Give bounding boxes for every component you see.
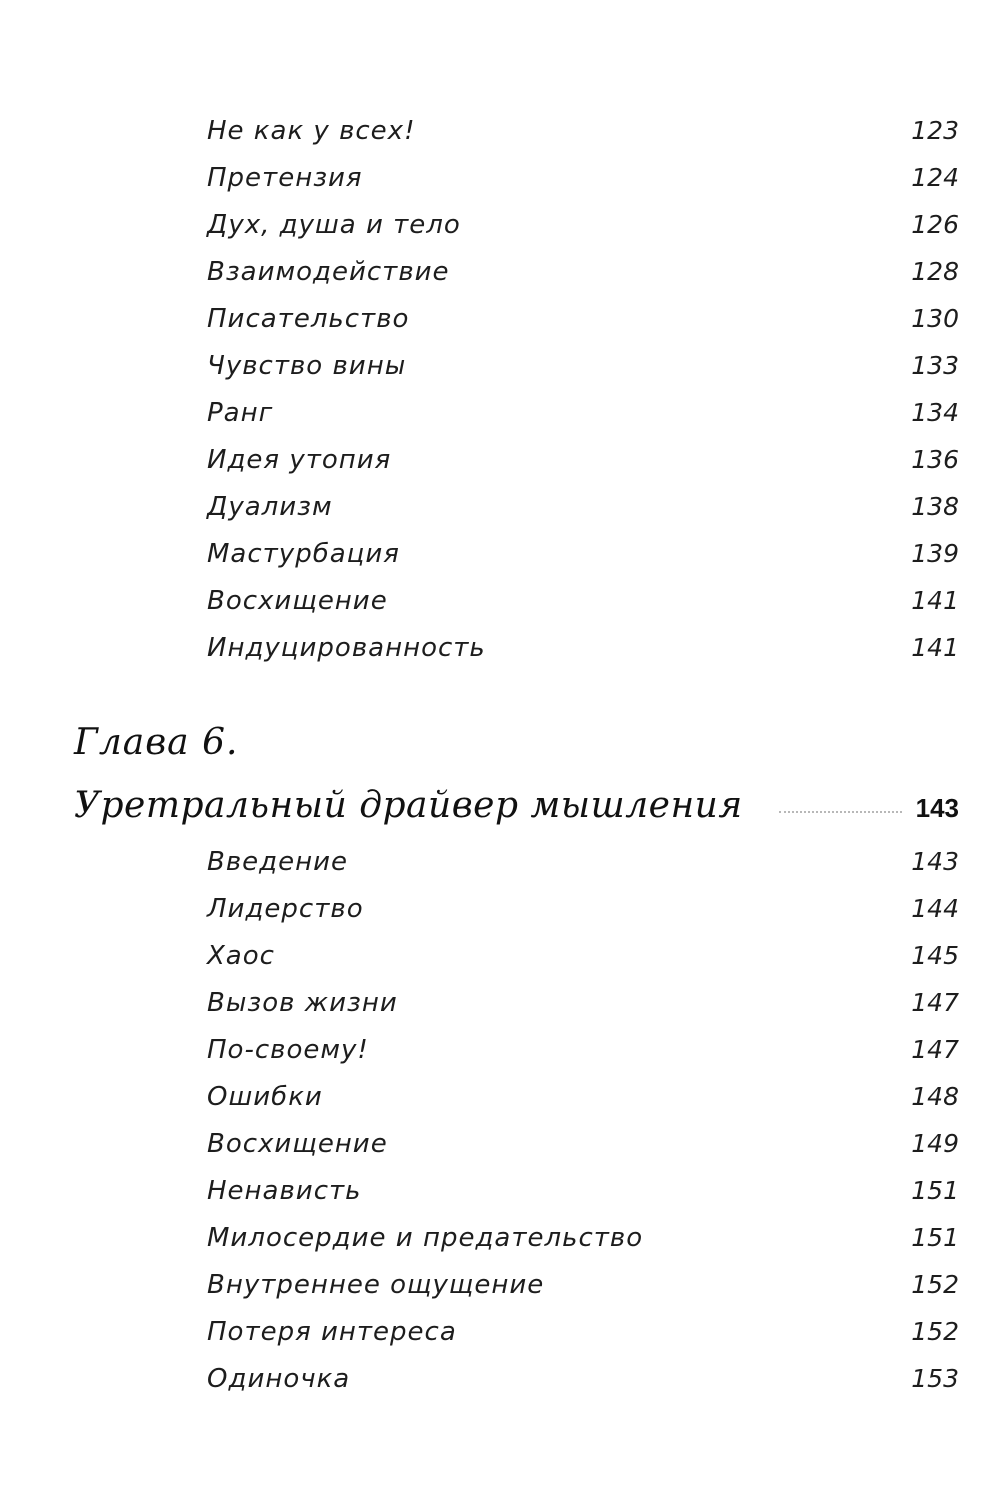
toc-entry (207, 107, 959, 154)
toc-entry-title: Вызов жизни (207, 988, 398, 1018)
toc-entry (207, 885, 959, 932)
toc-entry (207, 530, 959, 577)
toc-entry-title: Внутреннее ощущение (207, 1270, 545, 1300)
toc-entry (207, 932, 959, 979)
toc-entry-title: Одиночка (207, 1364, 351, 1394)
toc-entry-title: Ненависть (207, 1176, 362, 1206)
toc-entry (207, 577, 959, 624)
toc-entry-page: 147 (911, 988, 959, 1017)
toc-entry (207, 436, 959, 483)
toc-entry-page: 139 (911, 539, 959, 568)
toc-entry-title: Не как у всех! (207, 116, 416, 146)
toc-entry-title: Индуцированность (207, 633, 486, 663)
toc-entry-page: 144 (911, 894, 959, 923)
toc-entry (207, 1026, 959, 1073)
toc-entry (207, 483, 959, 530)
toc-entry (207, 979, 959, 1026)
toc-entry-page: 147 (911, 1035, 959, 1064)
chapter-title: Уретральный драйвер мышления (74, 785, 743, 826)
toc-entry-title: Претензия (207, 163, 363, 193)
toc-entry-title: Лидерство (207, 894, 364, 924)
toc-entry (207, 838, 959, 885)
toc-entry-title: По-своему! (207, 1035, 369, 1065)
toc-entry-page: 145 (911, 941, 959, 970)
toc-entry-title: Введение (207, 847, 349, 877)
toc-entry-page: 138 (911, 492, 959, 521)
toc-entry-page: 143 (911, 847, 959, 876)
chapter-dotted-leader (779, 811, 902, 813)
toc-entry (207, 1073, 959, 1120)
toc-entry-title: Ошибки (207, 1082, 323, 1112)
toc-entry-page: 136 (911, 445, 959, 474)
toc-entry-page: 151 (911, 1176, 959, 1205)
toc-entry (207, 201, 959, 248)
toc-entry-page: 151 (911, 1223, 959, 1252)
toc-entry-page: 148 (911, 1082, 959, 1111)
toc-entry (207, 1167, 959, 1214)
toc-entry (207, 248, 959, 295)
toc-entry-page: 124 (911, 163, 959, 192)
toc-entry-page: 123 (911, 116, 959, 145)
toc-entry-page: 152 (911, 1270, 959, 1299)
toc-entry (207, 1214, 959, 1261)
toc-entry-page: 130 (911, 304, 959, 333)
toc-entry (207, 154, 959, 201)
toc-entry-page: 152 (911, 1317, 959, 1346)
toc-entry-title: Восхищение (207, 586, 388, 616)
toc-entry-title: Потеря интереса (207, 1317, 457, 1347)
toc-entry-title: Милосердие и предательство (207, 1223, 644, 1253)
toc-entry-title: Дуализм (207, 492, 333, 522)
toc-entry-title: Дух, душа и тело (207, 210, 461, 240)
toc-entry-page: 134 (911, 398, 959, 427)
toc-entry (207, 624, 959, 671)
chapter-label: Глава 6. (74, 722, 239, 763)
toc-entry (207, 1120, 959, 1167)
toc-entry-page: 141 (911, 586, 959, 615)
toc-entry-page: 128 (911, 257, 959, 286)
toc-entry-title: Взаимодействие (207, 257, 450, 287)
toc-list-chapter-5 (207, 107, 959, 671)
toc-entry-title: Хаос (207, 941, 275, 971)
toc-entry-title: Ранг (207, 398, 274, 428)
toc-entry-title: Мастурбация (207, 539, 400, 569)
toc-entry (207, 1261, 959, 1308)
toc-entry-page: 153 (911, 1364, 959, 1393)
toc-entry-page: 149 (911, 1129, 959, 1158)
toc-entry-title: Чувство вины (207, 351, 407, 381)
toc-entry-page: 141 (911, 633, 959, 662)
toc-entry-title: Восхищение (207, 1129, 388, 1159)
chapter-page: 143 (915, 793, 959, 823)
chapter-heading (74, 780, 959, 832)
toc-entry (207, 1308, 959, 1355)
toc-entry (207, 389, 959, 436)
toc-entry-page: 126 (911, 210, 959, 239)
toc-entry (207, 342, 959, 389)
toc-entry-page: 133 (911, 351, 959, 380)
toc-entry-title: Писательство (207, 304, 410, 334)
toc-entry-title: Идея утопия (207, 445, 392, 475)
toc-list-chapter-6 (207, 838, 959, 1402)
toc-entry (207, 295, 959, 342)
toc-entry (207, 1355, 959, 1402)
